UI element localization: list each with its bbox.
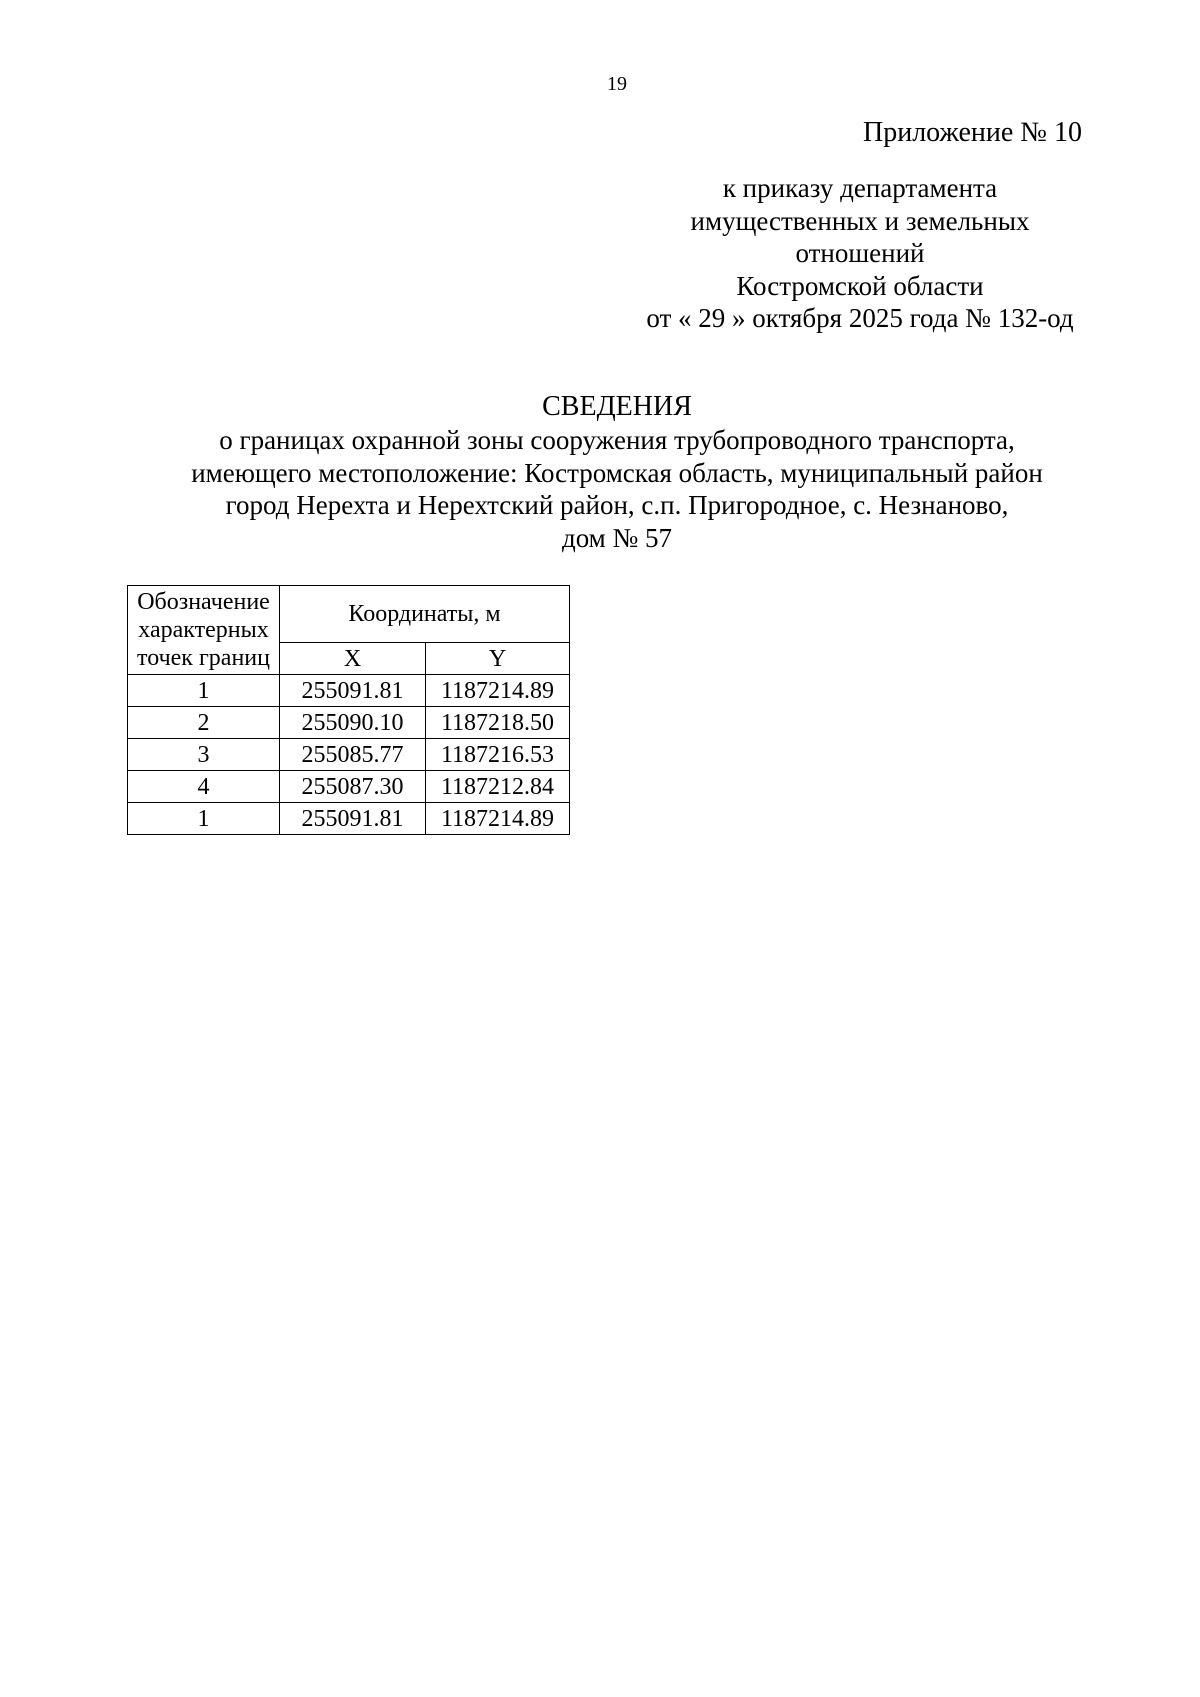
- coordinates-table: [127, 585, 570, 835]
- y-header: Y: [426, 643, 570, 675]
- order-line: имущественных и земельных: [690, 205, 1030, 236]
- document-heading: [150, 390, 1084, 554]
- coordinates-header: Координаты, м: [280, 586, 570, 643]
- document-title: СВЕДЕНИЯ: [542, 391, 692, 422]
- point-cell: 1: [128, 803, 280, 835]
- table-row: [128, 771, 570, 803]
- x-cell: 255090.10: [280, 707, 426, 739]
- point-designation-header: Обозначение характерных точек границ: [128, 586, 280, 675]
- x-cell: 255091.81: [280, 803, 426, 835]
- x-header: X: [280, 643, 426, 675]
- table-row: [128, 675, 570, 707]
- y-cell: 1187212.84: [426, 771, 570, 803]
- document-subtitle-line: имеющего местоположение: Костромская область, муниципальный район: [191, 457, 1043, 488]
- point-cell: 2: [128, 707, 280, 739]
- point-cell: 4: [128, 771, 280, 803]
- table-row: [128, 739, 570, 771]
- order-line: Костромской области: [736, 270, 984, 301]
- page-number: 19: [607, 73, 627, 95]
- x-cell: 255085.77: [280, 739, 426, 771]
- order-line: отношений: [795, 238, 925, 268]
- y-cell: 1187214.89: [426, 803, 570, 835]
- order-line: от « 29 » октября 2025 года № 132-од: [646, 303, 1074, 333]
- order-line: к приказу департамента: [722, 173, 998, 203]
- y-cell: 1187216.53: [426, 739, 570, 771]
- document-subtitle-line: город Нерехта и Нерехтский район, с.п. Пригородное, с. Незнаново,: [225, 490, 1009, 520]
- document-subtitle-line: о границах охранной зоны сооружения трубопроводного транспорта,: [219, 425, 1015, 455]
- table-row: [128, 707, 570, 739]
- table-row: [128, 803, 570, 835]
- annex-title: Приложение № 10: [863, 117, 1082, 148]
- x-cell: 255087.30: [280, 771, 426, 803]
- y-cell: 1187214.89: [426, 675, 570, 707]
- document-subtitle-line: дом № 57: [561, 522, 673, 553]
- y-cell: 1187218.50: [426, 707, 570, 739]
- point-cell: 1: [128, 675, 280, 707]
- order-reference: [610, 172, 1110, 335]
- point-cell: 3: [128, 739, 280, 771]
- x-cell: 255091.81: [280, 675, 426, 707]
